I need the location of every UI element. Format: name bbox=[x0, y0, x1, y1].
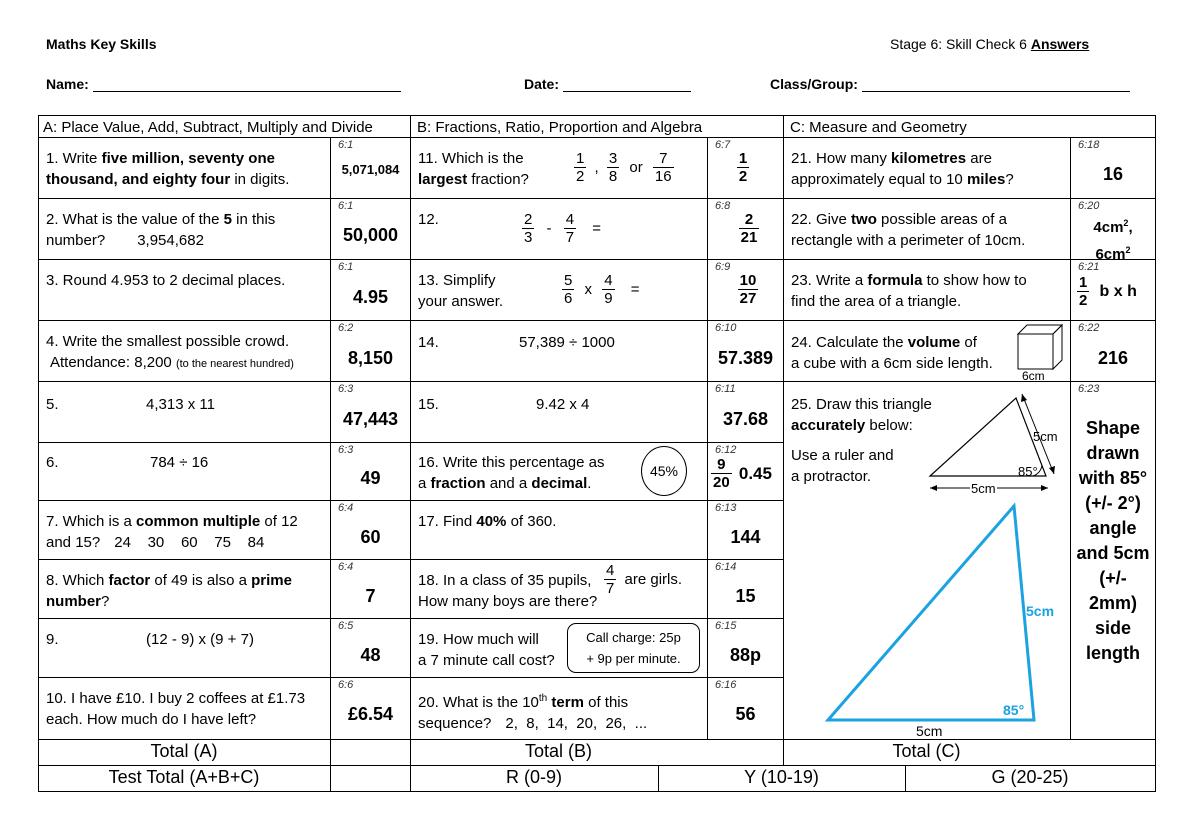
skill-code: 6:23 bbox=[1078, 383, 1100, 395]
question-23 bbox=[791, 270, 1027, 312]
q8-bold-2: prime bbox=[251, 572, 292, 589]
q4-note: (to the nearest hundred) bbox=[175, 358, 294, 370]
q7-bold: common multiple bbox=[136, 513, 261, 530]
q22-bold: two bbox=[851, 211, 877, 228]
q17-text: 17. Find bbox=[418, 513, 477, 530]
q25-text-4: a protractor. bbox=[791, 468, 872, 485]
q5-expression: 4,313 x 11 bbox=[146, 396, 215, 413]
question-25 bbox=[791, 394, 932, 436]
fraction: $\frac{3}{8}$ bbox=[608, 150, 618, 185]
q11-text: 11. Which is the bbox=[418, 150, 524, 167]
question-2 bbox=[46, 209, 331, 251]
fraction: $\frac{2}{3}$ bbox=[524, 211, 533, 246]
q1-text-2: in digits. bbox=[230, 171, 290, 188]
q17-text-2: of 360. bbox=[506, 513, 557, 530]
answer-2: 50,000 bbox=[342, 225, 399, 245]
total-b: Total (B) bbox=[524, 741, 593, 761]
q11-text-2: fraction? bbox=[467, 171, 529, 188]
q11-bold: largest bbox=[418, 171, 468, 188]
answer-16 bbox=[711, 456, 772, 491]
answer-6: 49 bbox=[360, 468, 381, 488]
q20-text-2: of this bbox=[583, 694, 629, 711]
equals-sign: = bbox=[630, 281, 640, 298]
q16-text-4: . bbox=[587, 475, 592, 492]
q4-text: 4. Write the smallest possible crowd. bbox=[46, 333, 290, 350]
q22-text-2: possible areas of a bbox=[876, 211, 1007, 228]
q6-expression: 784 ÷ 16 bbox=[150, 454, 209, 471]
skill-code: 6:11 bbox=[715, 383, 736, 395]
q7-text-2: of 12 bbox=[260, 513, 298, 530]
q8-text-2: of 49 is also a bbox=[150, 572, 252, 589]
class-field[interactable] bbox=[770, 76, 1130, 92]
skill-code: 6:20 bbox=[1078, 200, 1100, 212]
grid-line bbox=[38, 115, 39, 792]
fraction: $\frac{2}{21}$ bbox=[740, 211, 758, 246]
grid-line bbox=[38, 381, 1156, 382]
skill-code: 6:1 bbox=[338, 139, 354, 151]
q11-comma: , bbox=[594, 159, 599, 176]
answer-20: 56 bbox=[735, 704, 756, 724]
q24-bold: volume bbox=[907, 334, 961, 351]
answer-22-sup: 2 bbox=[1123, 218, 1129, 228]
triangle-side-label: 5cm bbox=[1033, 429, 1058, 444]
answer-11 bbox=[708, 150, 778, 185]
q22-text: 22. Give bbox=[791, 211, 852, 228]
grid-line bbox=[38, 259, 1156, 260]
skill-code: 6:4 bbox=[338, 561, 354, 573]
answer-15: 37.68 bbox=[722, 409, 769, 429]
q13-expression bbox=[562, 272, 639, 307]
fraction: $\frac{4}{7}$ bbox=[565, 211, 575, 246]
q20-sequence: 2, 8, 14, 20, 26, ... bbox=[505, 715, 648, 732]
q23-bold: formula bbox=[867, 272, 923, 289]
question-4 bbox=[46, 331, 331, 375]
q2-text-3: number? bbox=[46, 232, 106, 249]
q25-text-2: below: bbox=[865, 417, 913, 434]
drawn-angle-label: 85° bbox=[1003, 702, 1025, 718]
q20-bold: term bbox=[547, 694, 584, 711]
grid-line bbox=[38, 115, 1156, 116]
q16-bold-2: decimal bbox=[531, 475, 588, 492]
date-line[interactable] bbox=[563, 77, 691, 92]
answer-5: 47,443 bbox=[342, 409, 399, 429]
skill-code: 6:22 bbox=[1078, 322, 1100, 334]
grid-line bbox=[38, 320, 1156, 321]
q25-bold: accurately bbox=[791, 417, 866, 434]
answer-23-formula: b x h bbox=[1099, 282, 1137, 300]
fraction: $\frac{1}{2}$ bbox=[576, 150, 585, 185]
drawn-base-label: 5cm bbox=[916, 723, 943, 739]
question-16 bbox=[418, 452, 605, 494]
q21-text-2: are bbox=[966, 150, 992, 167]
skill-code: 6:8 bbox=[715, 200, 731, 212]
q10-text: 10. I have £10. I buy 2 coffees at £1.73 bbox=[46, 690, 306, 707]
answer-22-sup-2: 2 bbox=[1125, 245, 1131, 255]
skill-code: 6:7 bbox=[715, 139, 731, 151]
question-10 bbox=[46, 688, 331, 730]
skill-code: 6:6 bbox=[338, 679, 354, 691]
q25-text: 25. Draw this triangle bbox=[791, 396, 932, 413]
q2-bold: 5 bbox=[223, 211, 232, 228]
answer-19: 88p bbox=[729, 645, 762, 665]
q23-text-3: find the area of a triangle. bbox=[791, 293, 962, 310]
call-charge-text: Call charge: 25p bbox=[586, 630, 681, 645]
q19-text-2: a 7 minute call cost? bbox=[418, 652, 555, 669]
q19-text: 19. How much will bbox=[418, 631, 539, 648]
grid-line bbox=[38, 791, 1156, 792]
answer-22-a: 4cm bbox=[1093, 219, 1124, 236]
skill-code: 6:15 bbox=[715, 620, 737, 632]
answer-3: 4.95 bbox=[352, 287, 389, 307]
q23-text: 23. Write a bbox=[791, 272, 868, 289]
q13-text: 13. Simplify bbox=[418, 272, 496, 289]
test-total: Test Total (A+B+C) bbox=[108, 767, 260, 787]
q6-number: 6. bbox=[46, 454, 59, 471]
fraction: $\frac{5}{6}$ bbox=[564, 272, 573, 307]
q8-text: 8. Which bbox=[46, 572, 109, 589]
drawn-side-label: 5cm bbox=[1026, 603, 1055, 619]
skill-code: 6:3 bbox=[338, 383, 354, 395]
q18-text-2: How many boys are there? bbox=[418, 593, 598, 610]
skill-code: 6:21 bbox=[1078, 261, 1100, 273]
class-line[interactable] bbox=[862, 77, 1130, 92]
answer-14: 57.389 bbox=[717, 348, 774, 368]
skill-code: 6:1 bbox=[338, 261, 354, 273]
cube-icon bbox=[1015, 322, 1065, 372]
skill-code: 6:10 bbox=[715, 322, 737, 334]
skill-code: 6:14 bbox=[715, 561, 737, 573]
question-13 bbox=[418, 270, 503, 312]
q8-bold-3: number bbox=[46, 593, 102, 610]
answer-22-b: 6cm bbox=[1095, 246, 1126, 263]
q13-text-2: your answer. bbox=[418, 293, 504, 310]
question-7 bbox=[46, 511, 331, 553]
times-sign: x bbox=[584, 281, 593, 298]
q10-text-2: each. How much do I have left? bbox=[46, 711, 257, 728]
q1-bold: five million, seventy one bbox=[101, 150, 275, 167]
skill-code: 6:9 bbox=[715, 261, 731, 273]
skill-code: 6:5 bbox=[338, 620, 354, 632]
class-label: Class/Group: bbox=[770, 76, 858, 92]
grid-line bbox=[1155, 115, 1156, 792]
answer-22 bbox=[1071, 212, 1155, 266]
call-charge-text-2: + 9p per minute. bbox=[586, 651, 681, 666]
skill-code: 6:16 bbox=[715, 679, 737, 691]
answer-8: 7 bbox=[365, 586, 376, 606]
name-line[interactable] bbox=[93, 77, 401, 92]
fraction: $\frac{4}{9}$ bbox=[604, 272, 613, 307]
band-yellow: Y (10-19) bbox=[744, 767, 819, 787]
date-label: Date: bbox=[524, 76, 560, 92]
q5-number: 5. bbox=[46, 396, 59, 413]
q16-bold: fraction bbox=[430, 475, 486, 492]
skill-code: 6:13 bbox=[715, 502, 737, 514]
answer-21: 16 bbox=[1102, 164, 1124, 184]
fraction: $\frac{7}{16}$ bbox=[654, 150, 672, 185]
equals-sign: = bbox=[592, 220, 601, 237]
q11-or: or bbox=[629, 159, 643, 176]
answer-7: 60 bbox=[360, 527, 381, 547]
answer-24: 216 bbox=[1097, 348, 1129, 368]
q15-number: 15. bbox=[418, 396, 439, 413]
grid-line bbox=[410, 115, 411, 792]
fraction: $\frac{1}{2}$ bbox=[738, 150, 748, 185]
total-a: Total (A) bbox=[150, 741, 218, 761]
q18-text-3: are girls. bbox=[624, 571, 683, 588]
skill-code: 6:1 bbox=[338, 200, 354, 212]
q9-expression: (12 - 9) x (9 + 7) bbox=[146, 631, 254, 648]
answer-25: Shape drawn with 85° (+/- 2°) angle and 5cm (+/- 2mm) side length bbox=[1076, 418, 1150, 663]
grid-line bbox=[38, 739, 1156, 740]
q12-number: 12. bbox=[418, 211, 439, 228]
stage-text: Stage 6: Skill Check 6 bbox=[890, 36, 1027, 52]
grid-line bbox=[38, 198, 1156, 199]
q20-text: 20. What is the 10 bbox=[418, 694, 539, 711]
total-c: Total (C) bbox=[892, 741, 961, 761]
q24-text: 24. Calculate the bbox=[791, 334, 908, 351]
fraction: $\frac{9}{20}$ bbox=[713, 456, 730, 491]
q2-text: 2. What is the value of the bbox=[46, 211, 224, 228]
answer-23 bbox=[1077, 274, 1137, 309]
name-field[interactable] bbox=[46, 76, 401, 92]
fraction: $\frac{10}{27}$ bbox=[739, 272, 757, 307]
q16-text-2: a bbox=[418, 475, 431, 492]
q17-bold: 40% bbox=[476, 513, 507, 530]
q25-text-3: Use a ruler and bbox=[791, 447, 894, 464]
question-11 bbox=[418, 148, 529, 190]
q8-bold: factor bbox=[108, 572, 151, 589]
skill-code: 6:18 bbox=[1078, 139, 1100, 151]
name-label: Name: bbox=[46, 76, 89, 92]
q20-text-3: sequence? bbox=[418, 715, 492, 732]
q8-text-3: ? bbox=[101, 593, 110, 610]
column-c-heading: C: Measure and Geometry bbox=[790, 119, 967, 136]
column-a-heading: A: Place Value, Add, Subtract, Multiply and Divide bbox=[43, 119, 373, 136]
fraction: $\frac{1}{2}$ bbox=[1079, 274, 1088, 309]
grid-line bbox=[38, 137, 1156, 138]
q7-options: 24 30 60 75 84 bbox=[114, 534, 265, 551]
q15-expression: 9.42 x 4 bbox=[536, 396, 590, 413]
q11-fractions bbox=[574, 150, 674, 185]
question-1 bbox=[46, 148, 331, 190]
skill-code: 6:4 bbox=[338, 502, 354, 514]
question-3: 3. Round 4.953 to 2 decimal places. bbox=[46, 272, 286, 289]
q21-bold-2: miles bbox=[966, 171, 1006, 188]
q22-text-3: rectangle with a perimeter of 10cm. bbox=[791, 232, 1026, 249]
answer-12 bbox=[708, 211, 790, 246]
column-b-heading: B: Fractions, Ratio, Proportion and Algebra bbox=[417, 119, 703, 136]
question-25-instructions bbox=[791, 445, 894, 487]
cube-label: 6cm bbox=[1022, 369, 1045, 383]
question-21 bbox=[791, 148, 1014, 190]
q1-text: 1. Write bbox=[46, 150, 102, 167]
question-20 bbox=[418, 688, 647, 734]
page-title: Maths Key Skills bbox=[46, 36, 157, 52]
q14-number: 14. bbox=[418, 334, 439, 351]
grid-line bbox=[38, 765, 1156, 766]
q16-percentage-circle: 45% bbox=[641, 446, 687, 496]
q21-bold: kilometres bbox=[891, 150, 967, 167]
stage-label bbox=[890, 36, 1089, 52]
q20-sup: th bbox=[538, 693, 548, 704]
date-field[interactable] bbox=[524, 76, 691, 92]
q24-text-3: a cube with a 6cm side length. bbox=[791, 355, 993, 372]
q21-text-3: approximately equal to 10 bbox=[791, 171, 967, 188]
q16-text-3: and a bbox=[485, 475, 532, 492]
triangle-base-label: 5cm bbox=[971, 481, 996, 496]
band-green: G (20-25) bbox=[991, 767, 1069, 787]
q9-number: 9. bbox=[46, 631, 59, 648]
q21-text-4: ? bbox=[1005, 171, 1014, 188]
skill-code: 6:2 bbox=[338, 322, 354, 334]
answers-label: Answers bbox=[1030, 36, 1090, 52]
skill-code: 6:3 bbox=[338, 444, 354, 456]
q24-text-2: of bbox=[960, 334, 977, 351]
q12-expression bbox=[522, 211, 601, 246]
q1-bold-2: thousand, and eighty four bbox=[46, 171, 231, 188]
q14-expression: 57,389 ÷ 1000 bbox=[519, 334, 615, 351]
answer-16-decimal: 0.45 bbox=[738, 463, 772, 483]
answer-9: 48 bbox=[360, 645, 381, 665]
band-red: R (0-9) bbox=[505, 767, 562, 787]
answer-13 bbox=[708, 272, 788, 307]
q18-fraction bbox=[604, 562, 682, 597]
answer-22-comma: , bbox=[1128, 219, 1133, 236]
answer-4: 8,150 bbox=[347, 348, 394, 368]
fraction: $\frac{4}{7}$ bbox=[606, 562, 615, 597]
question-24 bbox=[791, 332, 993, 374]
q21-text: 21. How many bbox=[791, 150, 892, 167]
q2-text-2: in this bbox=[231, 211, 276, 228]
q23-text-2: to show how to bbox=[922, 272, 1027, 289]
triangle-angle-label: 85° bbox=[1018, 464, 1038, 479]
q7-text: 7. Which is a bbox=[46, 513, 137, 530]
question-22 bbox=[791, 209, 1025, 251]
q18-text: 18. In a class of 35 pupils, bbox=[418, 572, 592, 589]
answer-10: £6.54 bbox=[347, 704, 394, 724]
answer-18: 15 bbox=[735, 586, 756, 606]
q16-text: 16. Write this percentage as bbox=[418, 454, 605, 471]
call-charge-box bbox=[567, 623, 700, 673]
minus-sign: - bbox=[546, 220, 552, 237]
question-18 bbox=[418, 570, 597, 612]
answer-1: 5,071,084 bbox=[341, 162, 400, 177]
question-19 bbox=[418, 629, 555, 671]
question-17 bbox=[418, 511, 556, 532]
q2-number: 3,954,682 bbox=[137, 232, 204, 249]
q7-text-3: and 15? bbox=[46, 534, 101, 551]
answer-17: 144 bbox=[730, 527, 761, 547]
skill-code: 6:12 bbox=[715, 444, 737, 456]
q4-text-2: Attendance: 8,200 bbox=[50, 354, 176, 371]
question-8 bbox=[46, 570, 331, 612]
